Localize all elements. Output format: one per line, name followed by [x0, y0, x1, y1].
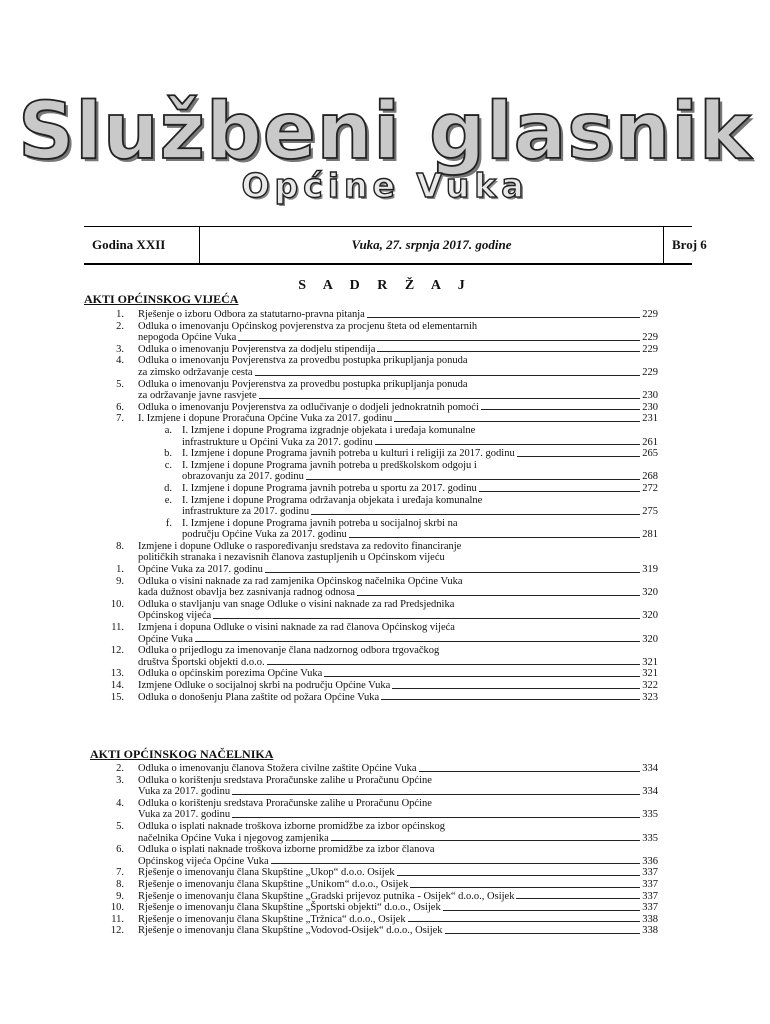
toc-entry-text: za održavanje javne rasvjete — [138, 390, 257, 402]
toc-entry-text: Vuka za 2017. godinu — [138, 786, 231, 798]
toc-entry — [0, 668, 770, 680]
toc-entry-line — [0, 482, 658, 495]
masthead — [0, 87, 770, 205]
toc-entry-text: Rješenje o imenovanju člana Skupštine „Vodovod-Osijek“ d.o.o., Osijek — [138, 925, 443, 937]
toc-page-number: 335 — [642, 809, 658, 821]
leader-line — [394, 413, 640, 422]
toc-entry-number: 10. — [110, 902, 124, 914]
toc-entry-text: području Općine Vuka za 2017. godinu — [182, 529, 347, 541]
toc-entry — [0, 867, 770, 879]
toc-entry-number: 11. — [111, 913, 124, 925]
leader-line — [331, 833, 641, 842]
masthead-title: Službeni glasnik — [18, 87, 752, 177]
toc-entry — [0, 495, 770, 518]
toc-entry-number: 8. — [116, 540, 124, 552]
toc-entry-text: kada dužnost obavlja bez zasnivanja radnog odnosa — [138, 587, 355, 599]
toc-entry-text: I. Izmjene i dopune Programa javnih potreba u kulturi i religiji za 2017. godinu — [182, 448, 515, 460]
year-label: Godina XXII — [92, 237, 166, 252]
toc-entry-text: infrastrukture u Općini Vuka za 2017. godinu — [182, 436, 373, 448]
toc-entry-line — [0, 552, 638, 564]
leader-line — [238, 332, 640, 341]
toc-entry-line — [0, 867, 658, 879]
toc-page-number: 337 — [642, 878, 658, 890]
toc-entry-text: Odluka o općinskim porezima Općine Vuka — [138, 668, 323, 680]
toc-entry-line — [0, 343, 658, 356]
leader-line — [367, 309, 640, 318]
leader-line — [375, 437, 640, 446]
toc-entry-text: političkih stranaka i nezavisnih članova zastupljenih u Općinskom vijeću — [138, 552, 445, 564]
toc-page-number: 337 — [642, 867, 658, 879]
toc-entry — [0, 914, 770, 926]
toc-entry-number: 12. — [110, 645, 124, 657]
toc-entry-number: 14. — [110, 680, 124, 691]
toc-entry-text: Rješenje o imenovanju člana Skupštine „Športski objekti“ d.o.o., Osijek — [138, 902, 441, 914]
toc-entry-number: 1. — [116, 564, 124, 576]
toc-entry-line — [0, 680, 658, 692]
toc-entry-line — [0, 809, 658, 821]
toc-page-number: 281 — [642, 529, 658, 541]
toc-entry-line — [0, 390, 658, 402]
toc-entry — [0, 680, 770, 692]
toc-entry-line — [0, 366, 658, 379]
toc-page-number: 319 — [642, 564, 658, 576]
toc-page-number: 320 — [642, 587, 658, 599]
toc-page-number: 320 — [642, 610, 658, 622]
toc-entry — [0, 518, 770, 541]
leader-line — [265, 564, 640, 573]
toc-page-number: 320 — [642, 633, 658, 645]
leader-line — [306, 471, 640, 480]
toc-entry-line — [0, 890, 658, 903]
toc-page-number: 230 — [642, 401, 658, 413]
toc-entry — [0, 821, 770, 844]
toc-page-number: 229 — [642, 366, 658, 378]
toc-entry-line: Izmjena i dopuna Odluke o visini naknade za rad članova Općinskog vijeća — [138, 622, 455, 634]
leader-line — [357, 587, 640, 596]
toc-page-number: 334 — [642, 763, 658, 774]
toc-page-number: 321 — [642, 668, 658, 680]
leader-line — [213, 610, 640, 619]
leader-line — [445, 925, 641, 934]
toc-entry — [0, 541, 770, 564]
leader-line — [517, 448, 641, 457]
leader-line — [267, 657, 641, 666]
toc-entry-number: 3. — [116, 343, 124, 355]
toc-entry — [0, 692, 770, 704]
issue-number: Broj 6 — [672, 237, 707, 252]
leader-line — [195, 634, 640, 643]
toc-entry-number: 9. — [116, 575, 124, 587]
toc-entry — [0, 425, 770, 448]
toc-entry — [0, 379, 770, 402]
toc-entry-number: 5. — [116, 378, 124, 390]
toc-page-number: 275 — [642, 506, 658, 518]
toc-entry-number: 6. — [116, 844, 124, 856]
toc-entry — [0, 645, 770, 668]
leader-line — [516, 891, 640, 900]
toc-entry-text: I. Izmjene i dopune Proračuna Općine Vuka za 2017. godinu — [138, 413, 393, 425]
toc-entry-text: Odluka o imenovanju članova Stožera civilne zaštite Općine Vuka — [138, 763, 417, 774]
toc-entry-text: infrastrukture za 2017. godinu — [182, 506, 310, 518]
toc-entry-line — [0, 913, 658, 926]
section-title-council: AKTI OPĆINSKOG VIJEĆA — [84, 292, 239, 306]
toc-entry-number: 6. — [116, 401, 124, 413]
toc-entry-line: I. Izmjene i dopune Programa održavanja objekata i uređaja komunalne — [182, 494, 483, 506]
leader-line — [232, 786, 640, 795]
toc-entry-line: Odluka o imenovanju Povjerenstva za provedbu postupka prikupljanja ponuda — [138, 378, 468, 390]
toc-heading: S A D R Ž A J — [298, 278, 472, 293]
toc-entry-text: Odluka o donošenju Plana zaštite od požara Općine Vuka — [138, 691, 380, 703]
toc-entry-text: Rješenje o izboru Odbora za statutarno-pravna pitanja — [138, 309, 365, 320]
toc-entry-number: 9. — [116, 890, 124, 902]
toc-entry — [0, 798, 770, 821]
toc-entry-line: I. Izmjene i dopune Programa javnih potreba u socijalnoj skrbi na — [182, 517, 458, 529]
toc-entry-line — [0, 633, 658, 646]
toc-entry-line — [0, 925, 658, 937]
toc-entry-number: 15. — [110, 691, 124, 703]
toc-entry-line — [0, 529, 658, 541]
toc-entry-number: 1. — [116, 309, 124, 320]
toc-entry-line — [0, 763, 658, 775]
toc-entry-line — [0, 902, 658, 914]
toc-entry-line: Odluka o stavljanju van snage Odluke o visini naknade za rad Predsjednika — [138, 598, 455, 610]
leader-line — [259, 390, 641, 399]
toc-council — [0, 309, 770, 703]
toc-entry-text: Vuka za 2017. godinu — [138, 809, 231, 821]
toc-entry — [0, 460, 770, 483]
toc-entry-line — [0, 413, 658, 425]
leader-line — [232, 809, 640, 818]
toc-entry-line: Odluka o visini naknade za rad zamjenika Općinskog načelnika Općine Vuka — [138, 575, 463, 587]
toc-entry-line: Odluka o isplati naknade troškova izborne promidžbe za izbor općinskog — [138, 820, 446, 832]
toc-entry — [0, 448, 770, 460]
toc-entry-number: 2. — [116, 763, 124, 774]
toc-entry — [0, 622, 770, 645]
toc-entry-line — [0, 564, 658, 576]
leader-line — [479, 483, 640, 492]
toc-entry-text: nepogoda Općine Vuka — [138, 332, 237, 344]
toc-entry-number: 4. — [116, 355, 124, 367]
toc-entry — [0, 413, 770, 425]
toc-entry-text: načelnika Općine Vuka i njegovog zamjenika — [138, 832, 329, 844]
toc-entry-letter: e. — [164, 494, 172, 506]
toc-page-number: 323 — [642, 691, 658, 703]
leader-line — [419, 763, 641, 772]
toc-entry-line — [0, 656, 658, 669]
masthead-subtitle: Općine Vuka — [241, 166, 529, 205]
toc-entry — [0, 355, 770, 378]
toc-page-number: 336 — [642, 855, 658, 867]
toc-entry-text: Odluka o imenovanju Povjerenstva za odlučivanje o dodjeli jednokratnih pomoći — [138, 401, 479, 413]
toc-entry-line: Odluka o korištenju sredstava Proračunske zalihe u Proračunu Općine — [138, 774, 432, 786]
toc-page-number: 321 — [642, 656, 658, 668]
toc-entry-text: društva Športski objekti d.o.o. — [138, 656, 265, 668]
toc-page-number: 268 — [642, 471, 658, 483]
toc-entry — [0, 321, 770, 344]
toc-entry-line — [0, 691, 658, 704]
toc-entry-number: 10. — [110, 598, 124, 610]
toc-entry-letter: c. — [164, 459, 172, 471]
toc-page-number: 229 — [642, 309, 658, 320]
toc-page-number: 334 — [642, 786, 658, 798]
toc-entry-line — [0, 471, 658, 483]
leader-line — [349, 529, 640, 538]
toc-entry — [0, 576, 770, 599]
toc-entry-line — [0, 878, 658, 891]
toc-entry-number: 7. — [116, 867, 124, 879]
toc-entry-number: 11. — [111, 622, 124, 634]
toc-entry-text: Rješenje o imenovanju člana Skupštine „Tržnica“ d.o.o., Osijek — [138, 913, 406, 925]
leader-line — [410, 879, 640, 888]
toc-entry-text: Izmjene Odluke o socijalnoj skrbi na području Općine Vuka — [138, 680, 391, 691]
leader-line — [381, 692, 640, 701]
toc-entry-line — [0, 436, 658, 449]
toc-entry-text: Odluka o imenovanju Povjerenstva za dodjelu stipendija — [138, 343, 376, 355]
toc-entry-text: za zimsko održavanje cesta — [138, 366, 253, 378]
toc-entry-line: Odluka o prijedlogu za imenovanje člana nadzornog odbora trgovačkog — [138, 645, 440, 657]
toc-entry — [0, 564, 770, 576]
toc-entry — [0, 902, 770, 914]
toc-entry — [0, 483, 770, 495]
toc-entry-number: 13. — [110, 668, 124, 680]
toc-page-number: 335 — [642, 832, 658, 844]
toc-page-number: 322 — [642, 680, 658, 691]
toc-entry — [0, 402, 770, 414]
toc-entry-line — [0, 309, 658, 321]
toc-entry-letter: a. — [164, 424, 172, 436]
toc-entry-line — [0, 332, 658, 344]
toc-entry-number: 7. — [116, 413, 124, 425]
leader-line — [443, 902, 641, 911]
leader-line — [397, 867, 641, 876]
toc-entry-text: Općinskog vijeća Općine Vuka — [138, 855, 269, 867]
toc-entry-text: Rješenje o imenovanju člana Skupštine „Ukop“ d.o.o. Osijek — [138, 867, 395, 879]
leader-line — [392, 680, 640, 689]
toc-page-number: 261 — [642, 436, 658, 448]
leader-line — [481, 402, 640, 411]
toc-mayor — [0, 763, 770, 937]
toc-page-number: 338 — [642, 913, 658, 925]
toc-entry — [0, 891, 770, 903]
toc-entry — [0, 309, 770, 321]
section-title-mayor: AKTI OPĆINSKOG NAČELNIKA — [90, 747, 274, 761]
toc-entry-line — [0, 401, 658, 414]
toc-entry-text: Rješenje o imenovanju člana Skupštine „Unikom“ d.o.o., Osijek — [138, 878, 409, 890]
toc-entry-number: 5. — [116, 820, 124, 832]
toc-entry-line — [0, 855, 658, 868]
toc-entry-line: I. Izmjene i dopune Programa javnih potreba u predškolskom odgoju i — [182, 459, 477, 471]
leader-line — [324, 668, 640, 677]
toc-entry-line — [0, 786, 658, 798]
toc-entry-text: Općinskog vijeća — [138, 610, 212, 622]
toc-entry-line — [0, 448, 658, 460]
toc-entry — [0, 879, 770, 891]
toc-entry-line: Odluka o imenovanju Općinskog povjerenstva za procjenu šteta od elementarnih — [138, 320, 478, 332]
toc-entry-line — [0, 832, 658, 845]
toc-entry-text: Općine Vuka za 2017. godinu — [138, 564, 263, 576]
toc-entry-letter: b. — [164, 448, 172, 460]
toc-entry-text: obrazovanju za 2017. godinu — [182, 471, 304, 483]
toc-page-number: 265 — [642, 448, 658, 460]
toc-entry-line: Odluka o korištenju sredstava Proračunske zalihe u Proračunu Općine — [138, 797, 432, 809]
leader-line — [311, 506, 640, 515]
leader-line — [271, 856, 641, 865]
toc-entry-line — [0, 587, 658, 599]
toc-entry-line — [0, 668, 658, 680]
toc-entry-line: Odluka o isplati naknade troškova izborne promidžbe za izbor članova — [138, 844, 435, 856]
toc-page-number: 229 — [642, 343, 658, 355]
toc-entry-text: Rješenje o imenovanju člana Skupštine „Gradski prijevoz putnika - Osijek“ d.o.o., Osijek — [138, 890, 515, 902]
toc-entry-line: Izmjene i dopune Odluke o raspoređivanju sredstava za redovito financiranje — [138, 540, 462, 552]
toc-entry-letter: f. — [165, 517, 172, 529]
toc-entry — [0, 775, 770, 798]
toc-entry-line: I. Izmjene i dopune Programa izgradnje objekata i uređaja komunalne — [182, 424, 476, 436]
toc-entry — [0, 763, 770, 775]
toc-entry-number: 3. — [116, 774, 124, 786]
toc-entry-letter: d. — [164, 482, 172, 494]
toc-entry-number: 12. — [110, 925, 124, 937]
date-label: Vuka, 27. srpnja 2017. godine — [199, 227, 664, 263]
toc-entry-text: Općine Vuka — [138, 633, 193, 645]
toc-page-number: 337 — [642, 902, 658, 914]
toc-entry-number: 2. — [116, 320, 124, 332]
toc-entry-number: 8. — [116, 878, 124, 890]
issue-info-bar — [84, 226, 707, 265]
toc-page-number: 229 — [642, 332, 658, 344]
toc-page-number: 230 — [642, 390, 658, 402]
toc-entry-line — [0, 610, 658, 622]
leader-line — [408, 914, 641, 923]
toc-entry-line: Odluka o imenovanju Povjerenstva za provedbu postupka prikupljanja ponuda — [138, 355, 468, 367]
toc-entry-line — [0, 506, 658, 518]
toc-entry — [0, 844, 770, 867]
leader-line — [377, 344, 640, 353]
toc-entry — [0, 925, 770, 937]
toc-entry — [0, 344, 770, 356]
leader-line — [255, 367, 641, 376]
toc-entry — [0, 599, 770, 622]
toc-page-number: 337 — [642, 890, 658, 902]
toc-entry-text: I. Izmjene i dopune Programa javnih potreba u sportu za 2017. godinu — [182, 482, 477, 494]
toc-page-number: 272 — [642, 482, 658, 494]
toc-page-number: 231 — [642, 413, 658, 425]
toc-entry-number: 4. — [116, 797, 124, 809]
toc-page-number: 338 — [642, 925, 658, 937]
